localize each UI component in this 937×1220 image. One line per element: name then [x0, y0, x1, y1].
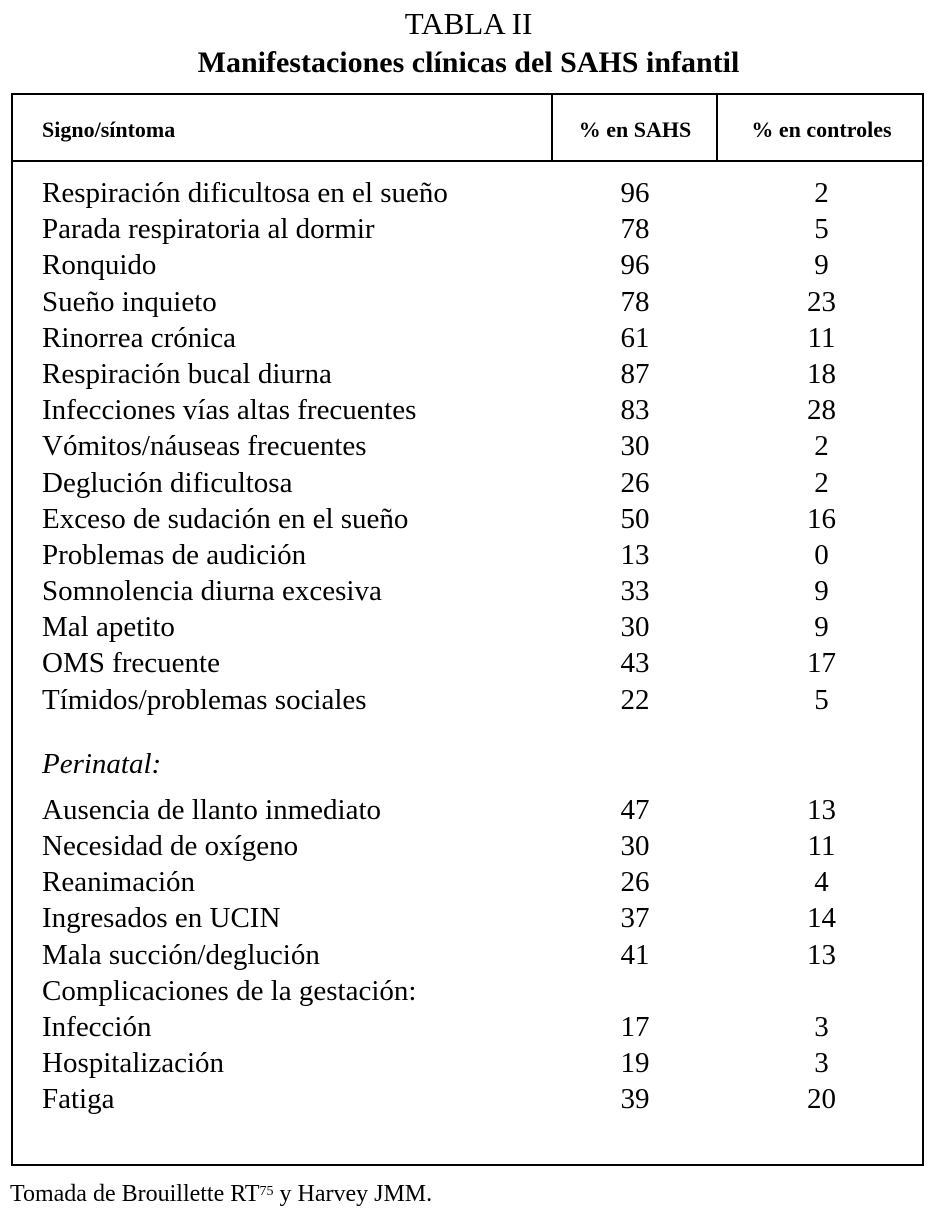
cell-controls: 5: [814, 683, 829, 716]
cell-sign: Sueño inquieto: [42, 285, 217, 318]
cell-sign: Complicaciones de la gestación:: [42, 974, 417, 1007]
cell-sign: Mala succión/deglución: [42, 938, 320, 971]
table-row: [13, 211, 922, 247]
cell-controls: 13: [807, 793, 836, 826]
cell-controls: 3: [814, 1047, 829, 1080]
table-row: [13, 175, 922, 211]
table-label: TABLA II: [404, 6, 533, 41]
cell-sign: Parada respiratoria al dormir: [42, 213, 375, 246]
cell-controls: 28: [807, 394, 836, 427]
table-row: [13, 320, 922, 356]
cell-controls: 11: [807, 321, 836, 354]
cell-sign: Somnolencia diurna excesiva: [42, 575, 382, 608]
cell-controls: 3: [814, 1010, 829, 1043]
cell-sahs: 96: [620, 177, 650, 209]
cell-controls: 16: [807, 502, 836, 535]
cell-sahs: 61: [620, 321, 650, 354]
footnote-ref: 75: [259, 1184, 274, 1199]
cell-sahs: 30: [620, 430, 650, 463]
cell-sahs: 39: [620, 1083, 650, 1116]
cell-controls: 18: [807, 357, 836, 390]
cell-sign: Vómitos/náuseas frecuentes: [42, 430, 367, 463]
cell-controls: 5: [814, 213, 829, 246]
cell-controls: 2: [814, 177, 829, 209]
cell-sahs: 26: [620, 466, 650, 499]
header-controls: % en controles: [751, 117, 892, 142]
cell-controls: 9: [814, 249, 829, 282]
cell-sahs: 96: [620, 249, 650, 282]
table-row: [13, 392, 922, 428]
cell-controls: 9: [814, 611, 829, 644]
cell-controls: 11: [807, 830, 836, 862]
table-row: [13, 864, 922, 900]
cell-sign: Exceso de sudación en el sueño: [42, 502, 409, 535]
table-row: [13, 828, 922, 864]
cell-controls: 2: [814, 430, 829, 463]
cell-controls: 23: [807, 285, 836, 318]
cell-sign: Deglución dificultosa: [42, 466, 293, 499]
cell-sahs: 17: [620, 1010, 650, 1043]
table-row: [13, 900, 922, 936]
cell-sahs: 41: [620, 938, 650, 971]
cell-sahs: 33: [620, 575, 650, 608]
cell-sign: Respiración bucal diurna: [42, 357, 332, 390]
footnote-prefix: Tomada de Brouillette RT: [10, 1181, 260, 1207]
cell-controls: 4: [814, 866, 829, 899]
table-row: [13, 682, 922, 718]
cell-sahs: 13: [620, 538, 650, 571]
section-label-perinatal: Perinatal:: [42, 747, 162, 780]
cell-sign: Infección: [42, 1010, 152, 1043]
cell-sign: Fatiga: [42, 1083, 115, 1116]
cell-sahs: 43: [620, 647, 650, 680]
cell-sign: Reanimación: [42, 866, 196, 899]
cell-sahs: 30: [620, 830, 650, 862]
cell-sahs: 19: [620, 1047, 650, 1080]
table-row: [13, 501, 922, 537]
table-row: [13, 1081, 922, 1117]
cell-controls: 20: [807, 1083, 836, 1116]
cell-controls: 9: [814, 575, 829, 608]
cell-sign: Respiración dificultosa en el sueño: [42, 177, 448, 209]
cell-sahs: 37: [620, 902, 650, 935]
cell-sign: Ausencia de llanto inmediato: [42, 793, 382, 826]
table-title: Manifestaciones clínicas del SAHS infantil: [197, 46, 740, 79]
table-row: [13, 1009, 922, 1045]
cell-sign: Problemas de audición: [42, 538, 307, 571]
cell-sahs: 83: [620, 394, 650, 427]
cell-sign: Ronquido: [42, 249, 157, 282]
cell-sahs: 26: [620, 866, 650, 899]
cell-sahs: 30: [620, 611, 650, 644]
cell-sign: Mal apetito: [42, 611, 175, 644]
cell-sahs: 22: [620, 683, 650, 716]
table-row: [13, 428, 922, 464]
table-body: [13, 175, 922, 1118]
table-row: [13, 573, 922, 609]
table-row: [13, 609, 922, 645]
cell-sign: Hospitalización: [42, 1047, 225, 1080]
header-divider: [716, 95, 718, 160]
header-sign: Signo/síntoma: [42, 117, 176, 142]
cell-controls: 2: [814, 466, 829, 499]
cell-sign: Necesidad de oxígeno: [42, 830, 299, 862]
table-row: [13, 356, 922, 392]
cell-controls: 0: [814, 538, 829, 571]
table-row: [13, 537, 922, 573]
data-table: [11, 93, 924, 1166]
cell-sahs: 78: [620, 285, 650, 318]
table-row: [13, 247, 922, 283]
table-row: [13, 1045, 922, 1081]
table-header: [13, 95, 922, 162]
cell-controls: 13: [807, 938, 836, 971]
cell-sign: Tímidos/problemas sociales: [42, 683, 367, 716]
cell-sahs: 78: [620, 213, 650, 246]
header-sahs: % en SAHS: [578, 117, 692, 142]
table-row: [13, 284, 922, 320]
cell-sahs: 50: [620, 502, 650, 535]
footnote-suffix: y Harvey JMM.: [273, 1181, 433, 1207]
cell-sahs: 47: [620, 793, 650, 826]
table-row: [13, 937, 922, 973]
section-row: [13, 718, 922, 786]
cell-controls: 17: [807, 647, 836, 680]
table-row: [13, 792, 922, 828]
cell-sign: Ingresados en UCIN: [42, 902, 281, 935]
table-row: [13, 645, 922, 681]
table-footnote: [10, 1180, 432, 1208]
table-row: [13, 465, 922, 501]
cell-sign: Rinorrea crónica: [42, 321, 237, 354]
cell-sahs: 87: [620, 357, 650, 390]
cell-controls: 14: [807, 902, 836, 935]
cell-sign: OMS frecuente: [42, 647, 220, 680]
table-row: [13, 973, 922, 1009]
cell-sign: Infecciones vías altas frecuentes: [42, 394, 417, 427]
